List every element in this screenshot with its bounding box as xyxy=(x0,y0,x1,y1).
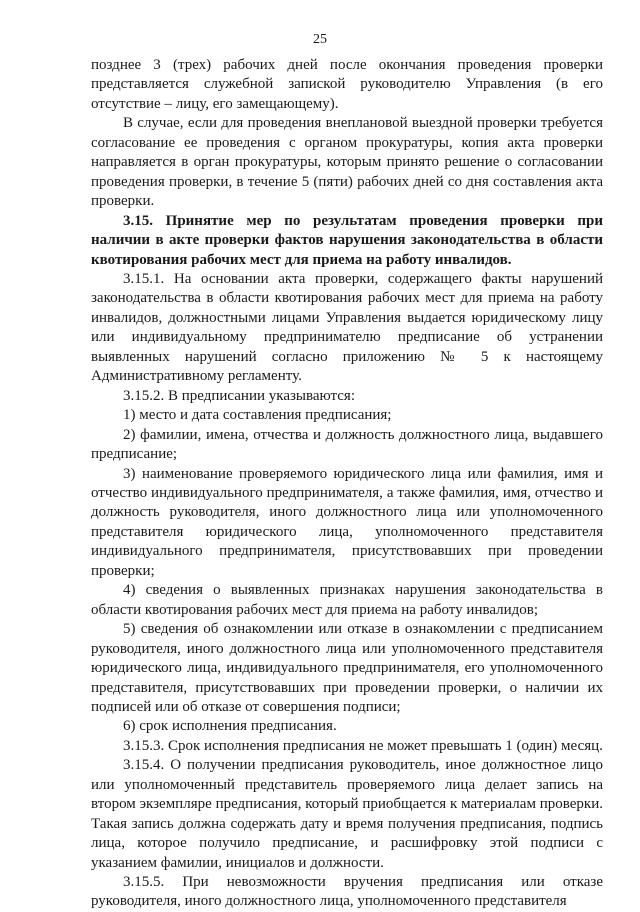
list-item-5: 5) сведения об ознакомлении или отказе в ознакомлении с предписанием руководителя, иного должностного лица или уполномоченного представителя юридического лица, индивидуального предпринимателя, его уполномоченного представителя, присутствовавших при проведении проверки, о наличии их подписей или об отказе от совершения подписи; xyxy=(91,621,603,715)
paragraph-3-15-4: 3.15.4. О получении предписания руководитель, иное должностное лицо или уполномоченный представитель проверяемого лица делает запись на втором экземпляре предписания, который приобщается к материалам проверки. Такая запись должна содержать дату и время получения предписания, подпись лица, которое получило предписание, и расшифровку этой подписи с указанием фамилии, инициалов и должности. xyxy=(91,757,603,871)
paragraph-prosecutor-approval: В случае, если для проведения внеплановой выездной проверки требуется согласование ее проведения с органом прокуратуры, копия акта проверки направляется в орган прокуратуры, которым принято решение о согласовании проведения проверки, в течение 5 (пяти) рабочих дней со дня составления акта проверки. xyxy=(91,115,603,210)
page-number: 25 xyxy=(313,32,327,47)
document-body xyxy=(91,56,603,912)
paragraph-continuation: позднее 3 (трех) рабочих дней после окончания проведения проверки представляется служебной запиской руководителю Управления (в его отсутствие – лицу, его замещающему). xyxy=(91,57,603,112)
section-heading-3-15: 3.15. Принятие мер по результатам проведения проверки при наличии в акте проверки фактов нарушения законодательства в области квотирования рабочих мест для приема на работу инвалидов. xyxy=(91,212,603,268)
paragraph-3-15-3: 3.15.3. Срок исполнения предписания не может превышать 1 (один) месяц. xyxy=(123,737,603,754)
paragraph-3-15-5: 3.15.5. При невозможности вручения предписания или отказе руководителя, иного должностного лица, уполномоченного представителя xyxy=(91,874,603,910)
paragraph-3-15-2: 3.15.2. В предписании указываются: xyxy=(123,387,355,404)
list-item-1: 1) место и дата составления предписания; xyxy=(123,407,392,424)
list-item-6: 6) срок исполнения предписания. xyxy=(123,718,337,735)
paragraph-3-15-1: 3.15.1. На основании акта проверки, содержащего факты нарушений законодательства в области квотирования рабочих мест для приема на работу инвалидов, должностными лицами Управления выдается юридическому лицу или индивидуальному предпринимателю предписание об устранении выявленных нарушений согласно приложению № 5 к настоящему Административному регламенту. xyxy=(91,270,603,385)
list-item-2: 2) фамилии, имена, отчества и должность должностного лица, выдавшего предписание; xyxy=(91,426,603,463)
list-item-4: 4) сведения о выявленных признаках нарушения законодательства в области квотирования рабочих мест для приема на работу инвалидов; xyxy=(91,582,603,618)
list-item-3: 3) наименование проверяемого юридического лица или фамилия, имя и отчество индивидуального предпринимателя, а также фамилия, имя, отчество и должность руководителя, иного должностного лица или уполномоченного представителя юридического лица, уполномоченного представителя индивидуального предпринимателя, присутствовавших при проведении проверки; xyxy=(91,465,603,579)
